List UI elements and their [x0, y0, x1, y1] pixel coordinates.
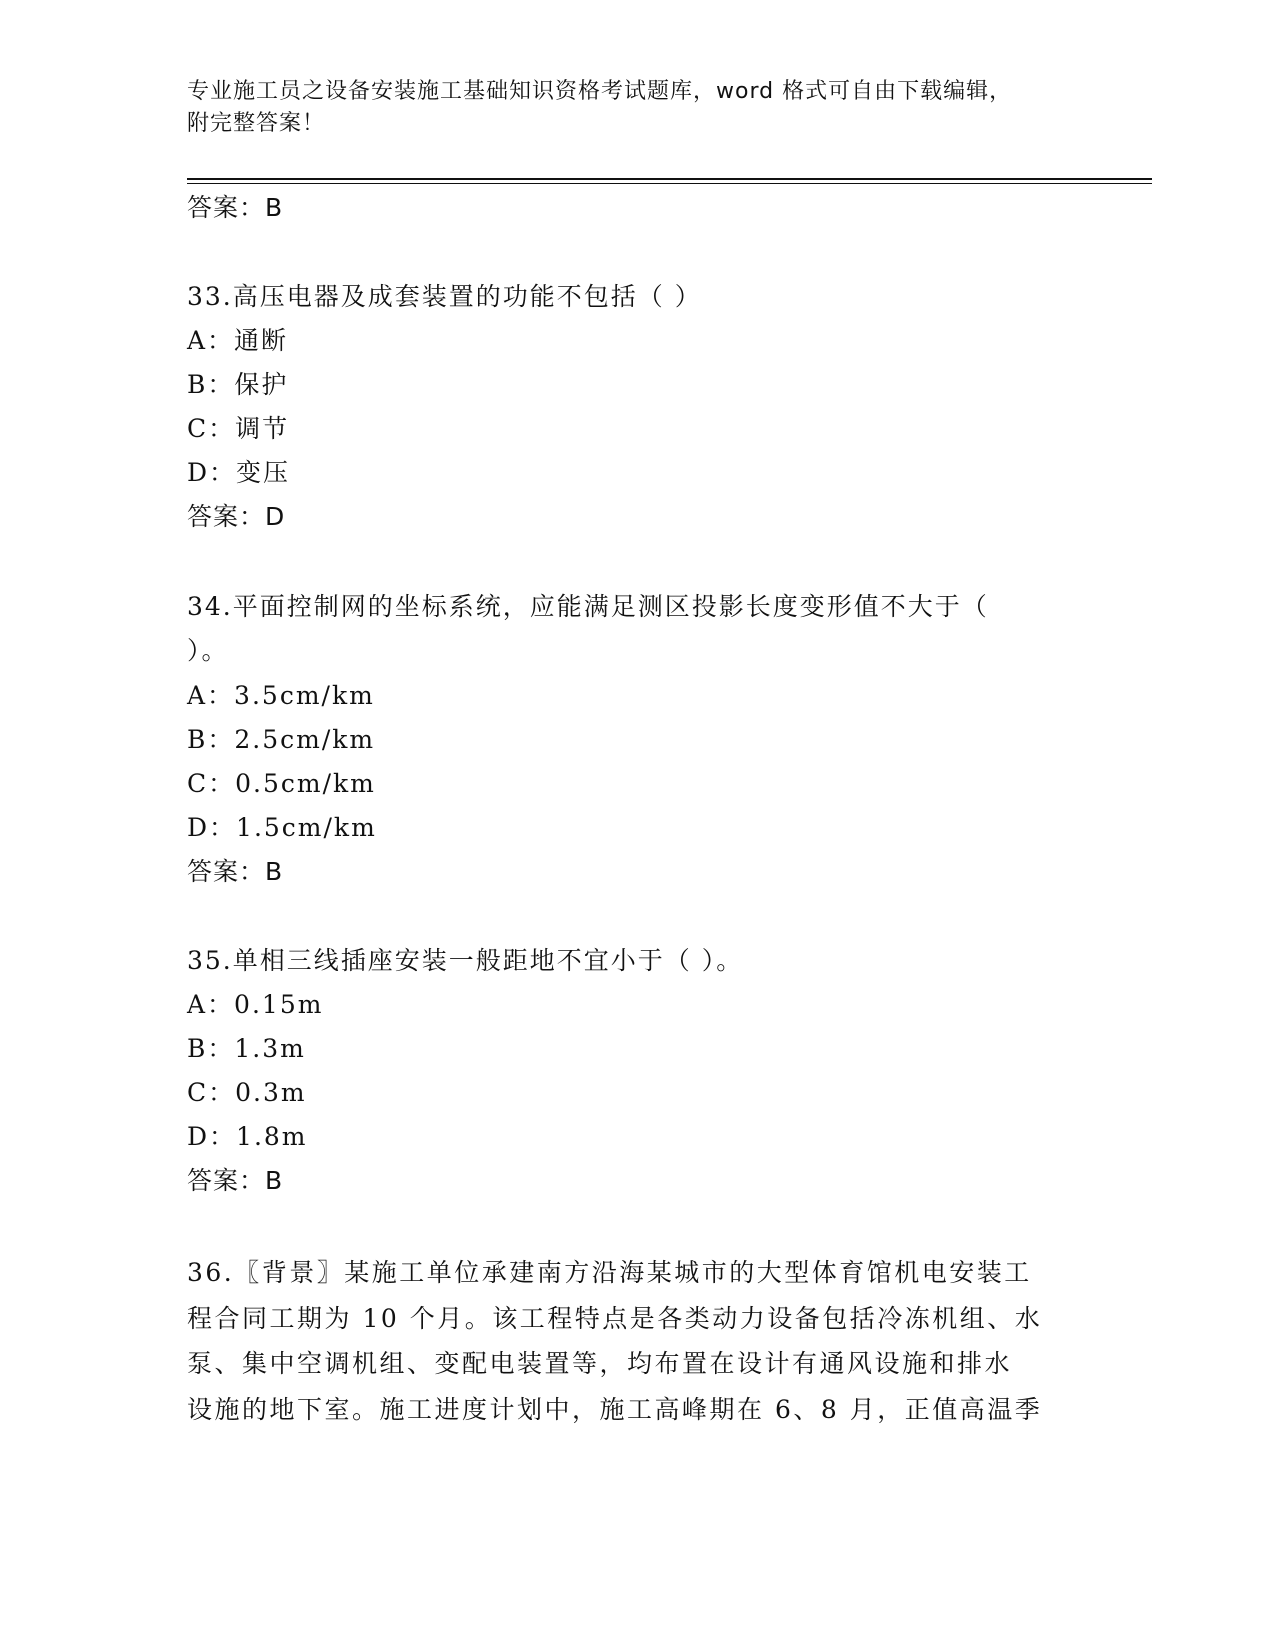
answer-32: 答案：B — [187, 193, 284, 222]
option-35-d: D：1.8m — [187, 1122, 308, 1151]
answer-33: 答案：D — [187, 502, 286, 531]
answer-35: 答案：B — [187, 1166, 284, 1195]
question-36-line-2: 程合同工期为 10 个月。该工程特点是各类动力设备包括冷冻机组、水 — [187, 1303, 1043, 1333]
header-rule-thick — [187, 178, 1152, 180]
question-36-line-4: 设施的地下室。施工进度计划中，施工高峰期在 6、8 月，正值高温季 — [187, 1394, 1043, 1424]
option-33-a: A：通断 — [187, 326, 289, 355]
option-35-b: B：1.3m — [187, 1034, 306, 1063]
question-33: 33.高压电器及成套装置的功能不包括（ ） — [187, 282, 702, 311]
option-34-b: B：2.5cm/km — [187, 725, 376, 754]
question-35: 35.单相三线插座安装一般距地不宜小于（ ）。 — [187, 946, 744, 975]
option-33-c: C：调节 — [187, 414, 290, 443]
option-33-d: D：变压 — [187, 458, 291, 487]
option-33-b: B：保护 — [187, 370, 289, 399]
option-35-c: C：0.3m — [187, 1078, 307, 1107]
header-rule-thin — [187, 183, 1152, 184]
question-34-line-2: ）。 — [187, 636, 229, 665]
answer-34: 答案：B — [187, 857, 284, 886]
option-34-c: C：0.5cm/km — [187, 769, 376, 798]
document-header — [187, 76, 1067, 140]
header-line-1: 专业施工员之设备安装施工基础知识资格考试题库，word 格式可自由下载编辑， — [187, 79, 1013, 104]
header-line-2: 附完整答案！ — [187, 111, 326, 136]
option-34-a: A：3.5cm/km — [187, 681, 375, 710]
question-36-line-3: 泵、集中空调机组、变配电装置等，均布置在设计有通风设施和排水 — [187, 1349, 1013, 1378]
option-35-a: A：0.15m — [187, 990, 324, 1019]
question-36 — [187, 1250, 1077, 1432]
question-34-line-1: 34.平面控制网的坐标系统，应能满足测区投影长度变形值不大于（ — [187, 592, 989, 621]
option-34-d: D：1.5cm/km — [187, 813, 377, 842]
question-36-line-1: 36.〖背景〗某施工单位承建南方沿海某城市的大型体育馆机电安装工 — [187, 1258, 1032, 1287]
